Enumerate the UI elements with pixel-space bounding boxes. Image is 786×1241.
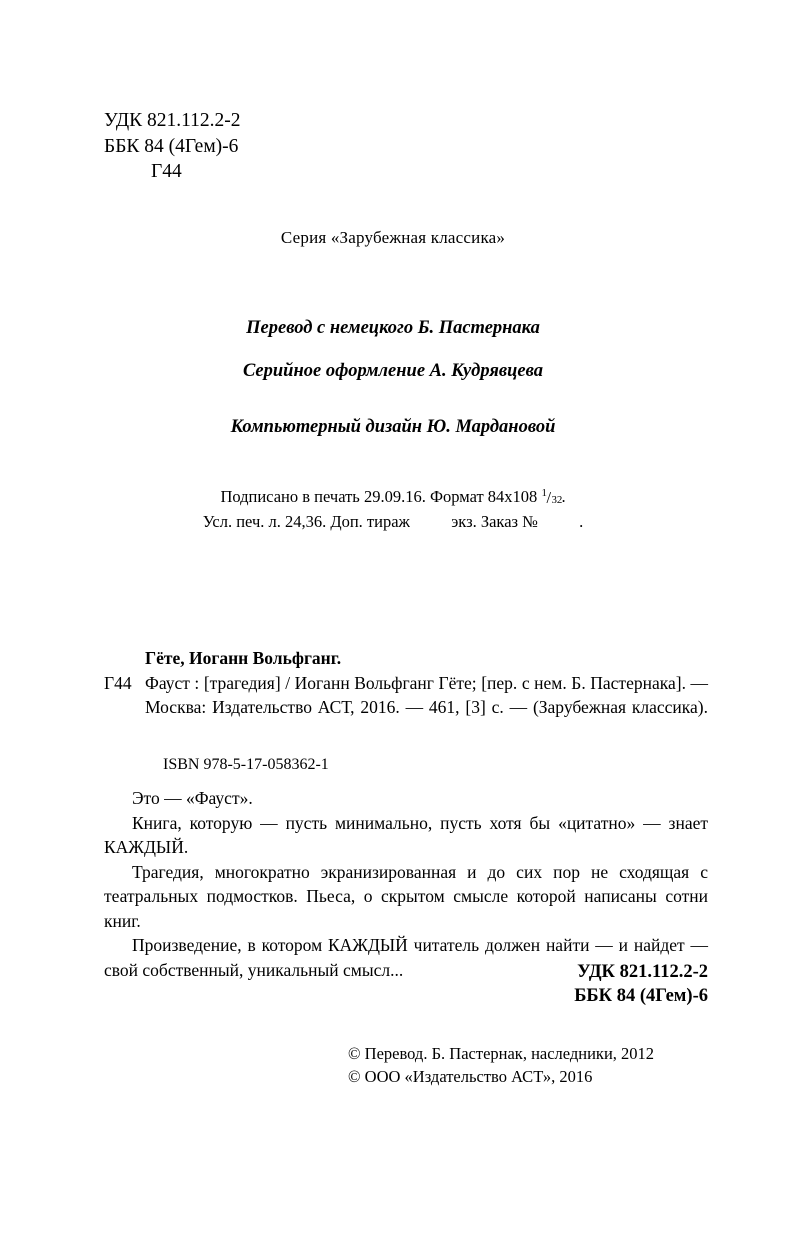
imprint-line-1: [0, 484, 786, 509]
credit-translation: Перевод с немецкого Б. Пастернака: [246, 318, 540, 338]
fraction-slash: /: [546, 487, 552, 507]
annotation-text: [104, 786, 708, 982]
author-sign-top: Г44: [151, 161, 182, 182]
bbk-code-bottom: ББК 84 (4Гем)-6: [574, 986, 708, 1006]
cip-description: Фауст : [трагедия] / Иоганн Вольфганг Гёте; [пер. с нем. Б. Пастернака]. — Москва: Издательство АСТ, 2016. — 461, [3] с. — (Зарубежная классика).: [145, 672, 708, 717]
annotation-paragraph: Книга, которую — пусть минимально, пусть хотя бы «цитатно» — знает КАЖДЫЙ.: [104, 812, 708, 857]
copyright-block: [348, 1042, 654, 1088]
cip-entry: [104, 646, 708, 778]
annotation-paragraph: Это — «Фауст».: [132, 788, 253, 808]
cip-author-heading: Гёте, Иоганн Вольфганг.: [145, 648, 342, 668]
cip-body: [104, 671, 708, 745]
isbn-value: ISBN 978-5-17-058362-1: [163, 756, 329, 773]
classification-block-bottom: [0, 960, 708, 1008]
copyright-line-publisher: © ООО «Издательство АСТ», 2016: [348, 1067, 593, 1086]
copyright-line-translation: © Перевод. Б. Пастернак, наследники, 2012: [348, 1044, 655, 1063]
series-line: Серия «Зарубежная классика»: [280, 228, 506, 247]
udk-code-bottom: УДК 821.112.2-2: [577, 962, 708, 982]
author-sign-marker: Г44: [104, 672, 132, 693]
credit-computer-design: Компьютерный дизайн Ю. Мардановой: [230, 417, 556, 437]
udk-code-top: УДК 821.112.2-2: [104, 110, 241, 131]
fraction-numerator: 1: [541, 486, 547, 499]
credit-series-design: Серийное оформление А. Кудрявцева: [242, 361, 544, 381]
format-fraction: [541, 486, 563, 507]
imprint-signed-text: Подписано в печать 29.09.16. Формат 84х108: [220, 487, 542, 506]
imprint-line-1-tail: .: [561, 487, 566, 506]
imprint-details: [0, 484, 786, 534]
imprint-line-2: Усл. печ. л. 24,36. Доп. тираж экз. Заказ № .: [202, 512, 584, 531]
annotation-paragraph: Произведение, в котором КАЖДЫЙ читатель должен найти — и найдет — свой собственный, уникальный смысл...: [104, 935, 708, 980]
classification-block-top: [104, 108, 241, 185]
fraction-denominator: 32: [551, 494, 563, 507]
bbk-code-top: ББК 84 (4Гем)-6: [104, 135, 239, 157]
annotation-paragraph: Трагедия, многократно экранизированная и до сих пор не сходящая с театральных подмостков. Пьеса, о скрытом смысле которой написаны сотни книг.: [104, 861, 708, 931]
